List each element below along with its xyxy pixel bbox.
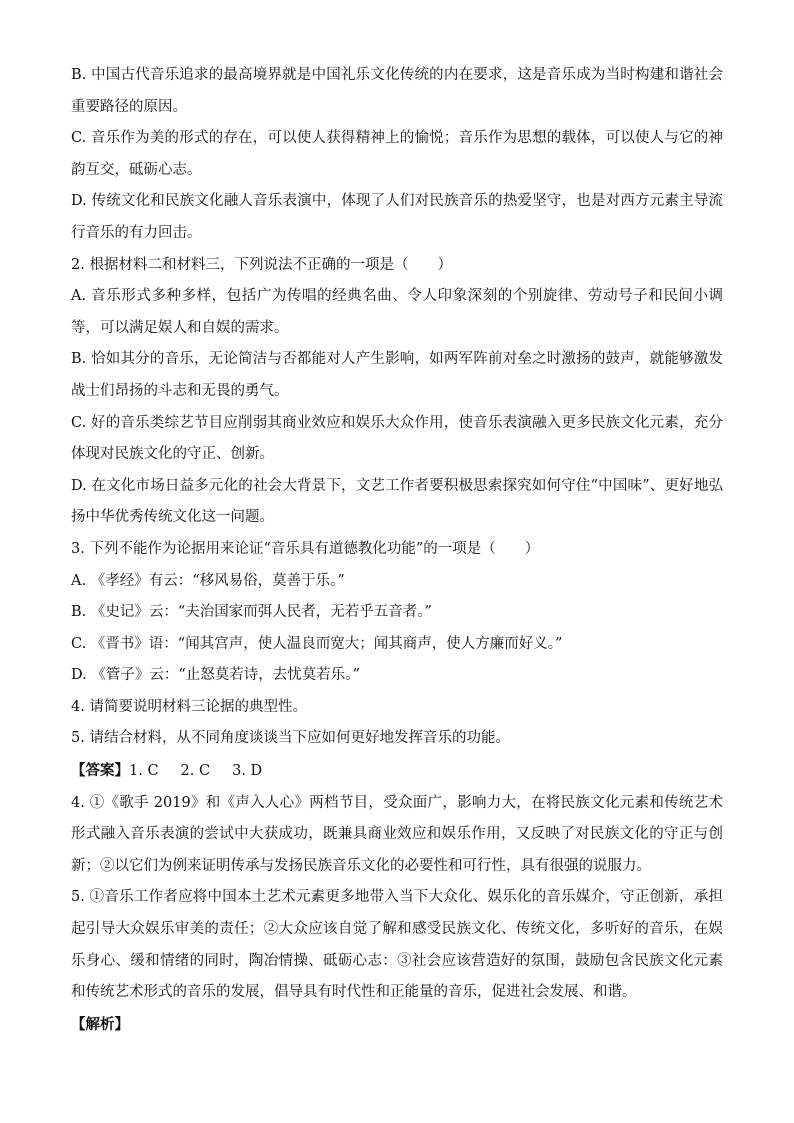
answer-1: 1. C	[129, 763, 159, 780]
question-2-option-c: C. 好的音乐类综艺节目应削弱其商业效应和娱乐大众作用，使音乐表演融入更多民族文化元素，充分体现对民族文化的守正、创新。	[71, 414, 723, 463]
answer-4: 4. ①《歌手 2019》和《声入人心》两档节目，受众面广，影响力大，在将民族文化元素和传统艺术形式融入音乐表演的尝试中大获成功，既兼具商业效应和娱乐作用，又反映了对民族文化的守正与创新；②以它们为例来证明传承与发扬民族音乐文化的必要性和可行性，具有很强的说服力。	[71, 794, 723, 874]
option-b-text: B. 中国古代音乐追求的最高境界就是中国礼乐文化传统的内在要求，这是音乐成为当时构建和谐社会重要路径的原因。	[71, 67, 723, 115]
question-2-option-d: D. 在文化市场日益多元化的社会大背景下，文艺工作者要积极思索探究如何守住“中国味”、更好地弘扬中华优秀传统文化这一问题。	[71, 477, 723, 526]
question-3: 3. 下列不能作为论据用来论证“音乐具有道德教化功能”的一项是（ ）	[71, 540, 540, 557]
analysis-line	[71, 1009, 723, 1042]
answer-2: 2. C	[180, 763, 211, 780]
answer-tag: 【答案】	[71, 762, 129, 780]
answer-line	[71, 755, 723, 788]
question-5: 5. 请结合材料，从不同角度谈谈当下应如何更好地发挥音乐的功能。	[71, 730, 510, 747]
option-d-text: D. 传统文化和民族文化融人音乐表演中，体现了人们对民族音乐的热爱坚守，也是对西方元素主导流行音乐的有力回击。	[71, 193, 723, 241]
question-3-option-d: D. 《管子》云：“止怒莫若诗，去忧莫若乐。”	[71, 667, 360, 684]
option-c-text: C. 音乐作为美的形式的存在，可以使人获得精神上的愉悦；音乐作为思想的载体，可以使人与它的神韵互交，砥砺心志。	[71, 130, 723, 178]
analysis-tag: 【解析】	[71, 1015, 129, 1033]
question-3-option-b: B. 《史记》云：“夫治国家而弭人民者，无若乎五音者。”	[71, 604, 432, 621]
question-2-option-a: A. 音乐形式多种多样，包括广为传唱的经典名曲、令人印象深刻的个别旋律、劳动号子和民间小调等，可以满足娱人和自娱的需求。	[71, 288, 723, 336]
question-2: 2. 根据材料二和材料三，下列说法不正确的一项是（ ）	[71, 256, 452, 273]
answer-3: 3. D	[232, 763, 263, 780]
question-3-option-c: C. 《晋书》语：“闻其宫声，使人温良而宽大；闻其商声，使人方廉而好义。”	[71, 635, 563, 652]
question-2-option-b: B. 恰如其分的音乐，无论简洁与否都能对人产生影响，如两军阵前对垒之时激扬的鼓声，就能够激发战士们昂扬的斗志和无畏的勇气。	[71, 351, 723, 399]
question-4: 4. 请简要说明材料三论据的典型性。	[71, 698, 307, 715]
document-page	[71, 60, 723, 1041]
answer-5: 5. ①音乐工作者应将中国本土艺术元素更多地带入当下大众化、娱乐化的音乐媒介，守正创新，承担起引导大众娱乐审美的责任；②大众应该自觉了解和感受民族文化、传统文化，多听好的音乐，在娱乐身心、缓和情绪的同时，陶冶情操、砥砺心志：③社会应该营造好的氛围，鼓励包含民族文化元素和传统艺术形式的音乐的发展，倡导具有时代性和正能量的音乐，促进社会发展、和谐。	[71, 889, 723, 1001]
question-3-option-a: A. 《孝经》有云：“移风易俗，莫善于乐。”	[71, 572, 345, 589]
